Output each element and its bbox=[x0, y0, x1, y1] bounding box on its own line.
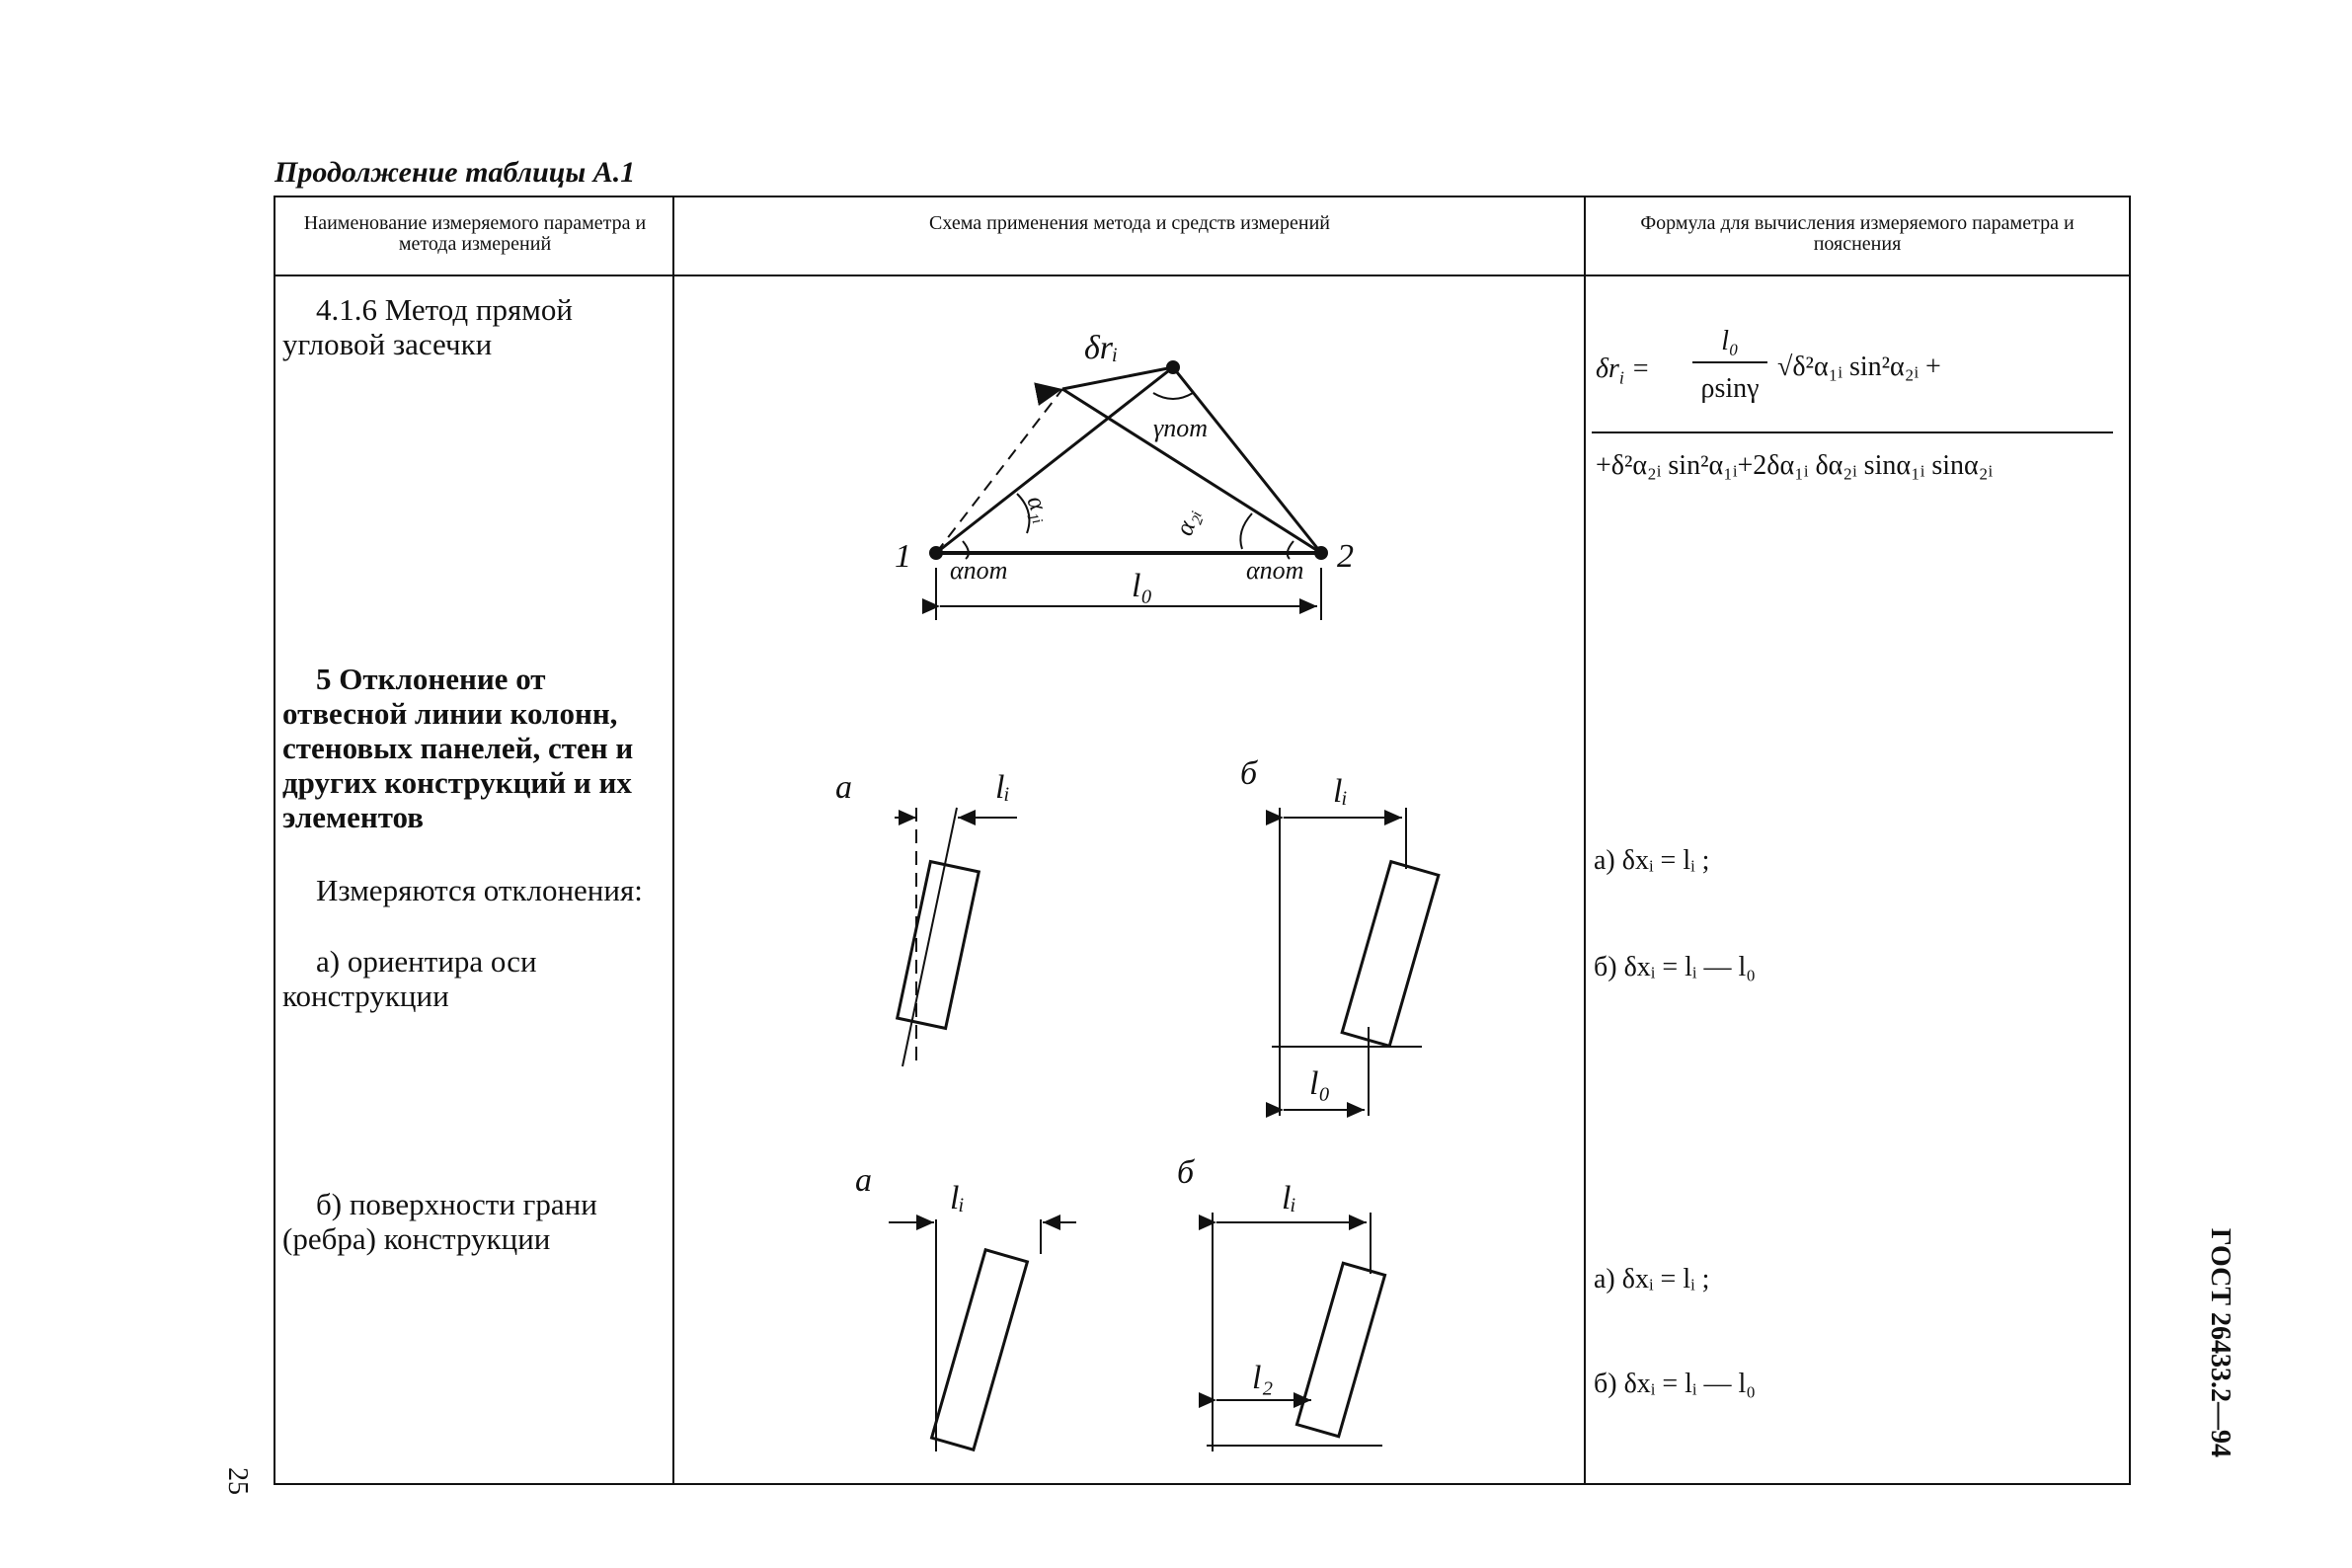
d2-label-l0: l₀ bbox=[1309, 1065, 1331, 1102]
col-header-parameter: Наименование измеряемого параметра и метода измерений bbox=[303, 212, 647, 255]
row-title-angular-intersection: 4.1.6 Метод прямой угловой засечки bbox=[282, 292, 573, 361]
tri-point-2: 2 bbox=[1337, 538, 1354, 575]
tri-label-alpha-left: αпот bbox=[950, 556, 1008, 585]
d2-label-a: а bbox=[835, 769, 852, 806]
diagram-surface-a bbox=[889, 1219, 1076, 1451]
page-number: 25 bbox=[222, 1467, 253, 1495]
col-header-scheme: Схема применения метода и средств измерений bbox=[929, 212, 1330, 234]
d3-label-a: а bbox=[855, 1162, 872, 1199]
formula-root: √δ²α₁ᵢ sin²α₂ᵢ + bbox=[1777, 352, 1941, 382]
diagram-surface-b bbox=[1207, 1213, 1385, 1451]
formula-surface-a: а) δxᵢ = lᵢ ; bbox=[1594, 1264, 1710, 1294]
formula-angular bbox=[1594, 326, 2127, 434]
d2-label-li: lᵢ bbox=[995, 769, 1010, 806]
row-sub-surface-edge: б) поверхности грани (ребра) конструкции bbox=[282, 1187, 597, 1256]
formula-numerator: l₀ bbox=[1721, 326, 1739, 356]
diagram-axis-b bbox=[1272, 808, 1439, 1116]
formula-surface-b: б) δxᵢ = lᵢ — l₀ bbox=[1594, 1369, 1757, 1399]
formula-axis-a: а) δxᵢ = lᵢ ; bbox=[1594, 845, 1710, 876]
table-caption: Продолжение таблицы А.1 bbox=[274, 156, 636, 189]
row-sub-axis-mark: а) ориентира оси конструкции bbox=[282, 944, 537, 1013]
formula-angular-line2: +δ²α₂ᵢ sin²α₁ᵢ+2δα₁ᵢ δα₂ᵢ sinα₁ᵢ sinα₂ᵢ bbox=[1596, 450, 1994, 481]
d3-label-b: б bbox=[1177, 1154, 1195, 1191]
d3-label-li: lᵢ bbox=[950, 1180, 965, 1216]
fraction-bar bbox=[1692, 361, 1767, 363]
diagram-axis-a bbox=[895, 808, 1017, 1066]
d3-label-li-b: lᵢ bbox=[1282, 1180, 1296, 1216]
tri-label-gamma: γпот bbox=[1153, 414, 1209, 442]
formula-denominator: ρsinγ bbox=[1700, 373, 1760, 404]
formula-lhs: $\delta r_i$ = bbox=[1596, 353, 1650, 388]
d2-label-li-b: lᵢ bbox=[1333, 773, 1348, 810]
tri-label-a2: α₂ᵢ bbox=[1169, 504, 1206, 540]
row-title-verticality: 5 Отклонение от отвесной линии колонн, стеновых панелей, стен и других конструкций и их элементов bbox=[282, 662, 634, 834]
formula-axis-b: б) δxᵢ = lᵢ — l₀ bbox=[1594, 952, 1757, 982]
standard-designation: ГОСТ 26433.2—94 bbox=[2205, 1227, 2235, 1458]
row-sub-intro: Измеряются отклонения: bbox=[316, 873, 643, 907]
tri-label-a1: α₁ᵢ bbox=[1021, 492, 1058, 527]
d3-label-l2: l₂ bbox=[1252, 1360, 1274, 1396]
tri-label-alpha-right: αпот bbox=[1246, 556, 1304, 585]
tri-label-l0: l₀ bbox=[1132, 568, 1153, 604]
tri-point-1: 1 bbox=[895, 538, 911, 575]
d2-label-b: б bbox=[1240, 755, 1258, 792]
tri-label-dr: δrᵢ bbox=[1084, 330, 1119, 366]
col-header-formula: Формула для вычисления измеряемого параметра и пояснения bbox=[1640, 212, 2075, 255]
